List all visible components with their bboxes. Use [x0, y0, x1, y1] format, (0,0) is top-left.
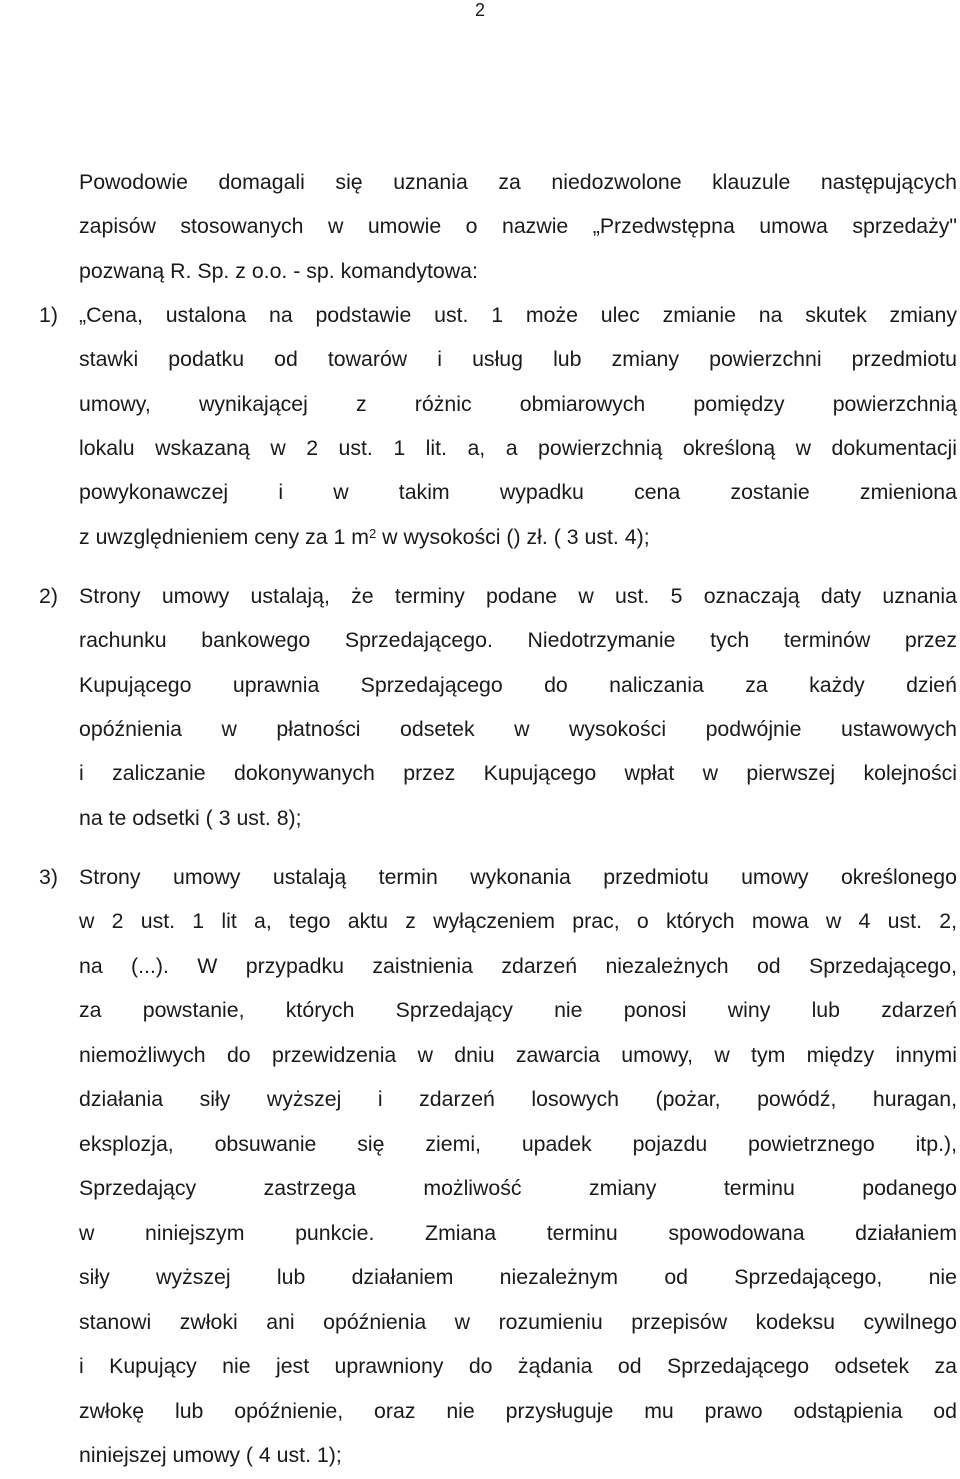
item-line-with-superscript [79, 524, 957, 550]
item-line: na (...). W przypadku zaistnienia zdarzeń niezależnych od Sprzedającego, [79, 954, 957, 978]
item-line: działania siły wyższej i zdarzeń losowych (pożar, powódź, huragan, [79, 1087, 957, 1111]
item-line: stanowi zwłoki ani opóźnienia w rozumieniu przepisów kodeksu cywilnego [79, 1310, 957, 1334]
item-line: stawki podatku od towarów i usług lub zmiany powierzchni przedmiotu [79, 347, 957, 371]
list-item-number: 1) [39, 303, 58, 327]
list-item-number: 2) [39, 584, 58, 608]
item-line: niniejszej umowy ( 4 ust. 1); [79, 1443, 342, 1467]
page-number: 2 [474, 0, 485, 20]
item-line: zwłokę lub opóźnienie, oraz nie przysługuje mu prawo odstąpienia od [79, 1399, 957, 1423]
item-line: rachunku bankowego Sprzedającego. Niedotrzymanie tych terminów przez [79, 628, 957, 652]
item-line: w niniejszym punkcie. Zmiana terminu spowodowana działaniem [79, 1221, 957, 1245]
item-text: w wysokości () zł. ( 3 ust. 4); [376, 525, 650, 549]
item-line: i zaliczanie dokonywanych przez Kupującego wpłat w pierwszej kolejności [79, 761, 957, 785]
item-line: niemożliwych do przewidzenia w dniu zawarcia umowy, w tym między innymi [79, 1043, 957, 1067]
item-line: Kupującego uprawnia Sprzedającego do naliczania za każdy dzień [79, 673, 957, 697]
item-line: i Kupujący nie jest uprawniony do żądania od Sprzedającego odsetek za [79, 1354, 957, 1378]
item-line: za powstanie, których Sprzedający nie ponosi winy lub zdarzeń [79, 998, 957, 1022]
item-line: powykonawczej i w takim wypadku cena zostanie zmieniona [79, 480, 957, 504]
item-line: lokalu wskazaną w 2 ust. 1 lit. a, a powierzchnią określoną w dokumentacji [79, 436, 957, 460]
item-line: na te odsetki ( 3 ust. 8); [79, 806, 302, 830]
item-text: z uwzględnieniem ceny za 1 m [79, 525, 370, 549]
item-line: w 2 ust. 1 lit a, tego aktu z wyłączeniem prac, o których mowa w 4 ust. 2, [79, 909, 957, 933]
superscript: 2 [369, 526, 377, 541]
intro-line: Powodowie domagali się uznania za niedozwolone klauzule następujących [79, 170, 957, 194]
list-item-number: 3) [39, 865, 58, 889]
item-line: Strony umowy ustalają, że terminy podane w ust. 5 oznaczają daty uznania [79, 584, 957, 608]
item-line: „Cena, ustalona na podstawie ust. 1 może ulec zmianie na skutek zmiany [79, 303, 957, 327]
item-line: umowy, wynikającej z różnic obmiarowych pomiędzy powierzchnią [79, 392, 957, 416]
item-line: opóźnienia w płatności odsetek w wysokości podwójnie ustawowych [79, 717, 957, 741]
intro-line: zapisów stosowanych w umowie o nazwie „Przedwstępna umowa sprzedaży" [79, 214, 957, 238]
item-line: Sprzedający zastrzega możliwość zmiany terminu podanego [79, 1176, 957, 1200]
item-line: eksplozja, obsuwanie się ziemi, upadek pojazdu powietrznego itp.), [79, 1132, 957, 1156]
item-line: siły wyższej lub działaniem niezależnym od Sprzedającego, nie [79, 1265, 957, 1289]
item-line: Strony umowy ustalają termin wykonania przedmiotu umowy określonego [79, 865, 957, 889]
intro-line: pozwaną R. Sp. z o.o. - sp. komandytowa: [79, 259, 478, 283]
